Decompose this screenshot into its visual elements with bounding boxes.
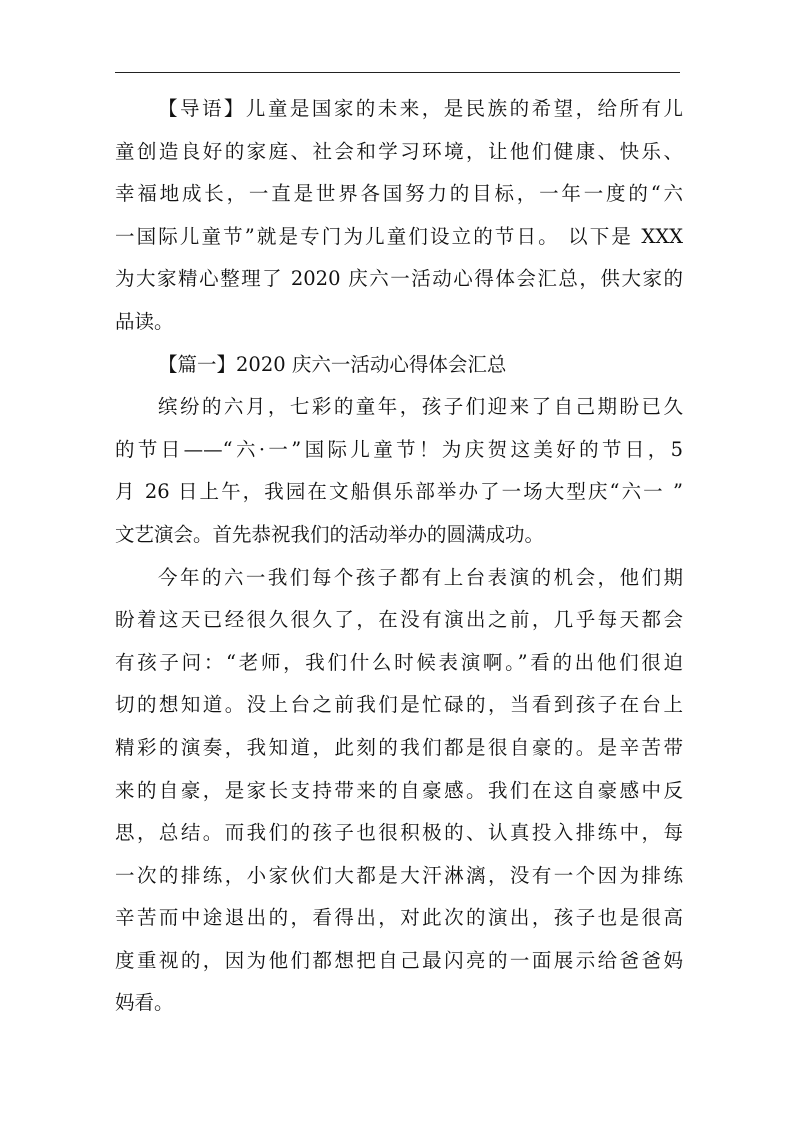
intro-paragraph <box>115 88 683 344</box>
text-line: 童创造良好的家庭、社会和学习环境，让他们健康、快乐、 <box>115 139 683 163</box>
paragraph-one <box>115 386 683 556</box>
text-line: 一次的排练，小家伙们大都是大汗淋漓，没有一个因为排练 <box>115 863 683 887</box>
text-line: 切的想知道。没上台之前我们是忙碌的，当看到孩子在台上 <box>115 693 683 717</box>
text-line: 妈看。 <box>115 991 174 1015</box>
text-line: 有孩子问：“老师，我们什么时候表演啊。”看的出他们很迫 <box>115 650 683 674</box>
text-line: 今年的六一我们每个孩子都有上台表演的机会，他们期 <box>158 565 683 589</box>
text-line: 来的自豪，是家长支持带来的自豪感。我们在这自豪感中反 <box>115 778 683 802</box>
section-heading: 【篇一】2020 庆六一活动心得体会汇总 <box>158 352 507 376</box>
text-line: 盼着这天已经很久很久了，在没有演出之前，几乎每天都会 <box>115 608 683 632</box>
paragraph-two <box>115 557 683 1026</box>
text-line: 思，总结。而我们的孩子也很积极的、认真投入排练中，每 <box>115 821 683 845</box>
text-line: 【导语】儿童是国家的未来，是民族的希望，给所有儿 <box>158 97 683 120</box>
text-line: 为大家精心整理了 2020 庆六一活动心得体会汇总，供大家的 <box>115 267 683 291</box>
document-body <box>115 88 683 1025</box>
text-line: 辛苦而中途退出的，看得出，对此次的演出，孩子也是很高 <box>115 906 683 930</box>
header-rule <box>115 72 680 73</box>
text-line: 度重视的，因为他们都想把自己最闪亮的一面展示给爸爸妈 <box>115 948 683 972</box>
text-line: 品读。 <box>115 309 174 333</box>
text-line: 精彩的演奏，我知道，此刻的我们都是很自豪的。是辛苦带 <box>115 735 683 759</box>
text-line: 幸福地成长，一直是世界各国努力的目标，一年一度的“六 <box>115 182 683 206</box>
text-line: 一国际儿童节”就是专门为儿童们设立的节日。 以下是 XXX <box>115 224 683 248</box>
text-line: 月 26 日上午，我园在文船俱乐部举办了一场大型庆“六一 ” <box>115 480 683 504</box>
text-line: 的节日——“六·一”国际儿童节！为庆贺这美好的节日，5 <box>115 437 683 461</box>
text-line: 文艺演会。首先恭祝我们的活动举办的圆满成功。 <box>115 522 545 546</box>
text-line: 缤纷的六月，七彩的童年，孩子们迎来了自己期盼已久 <box>158 395 683 419</box>
